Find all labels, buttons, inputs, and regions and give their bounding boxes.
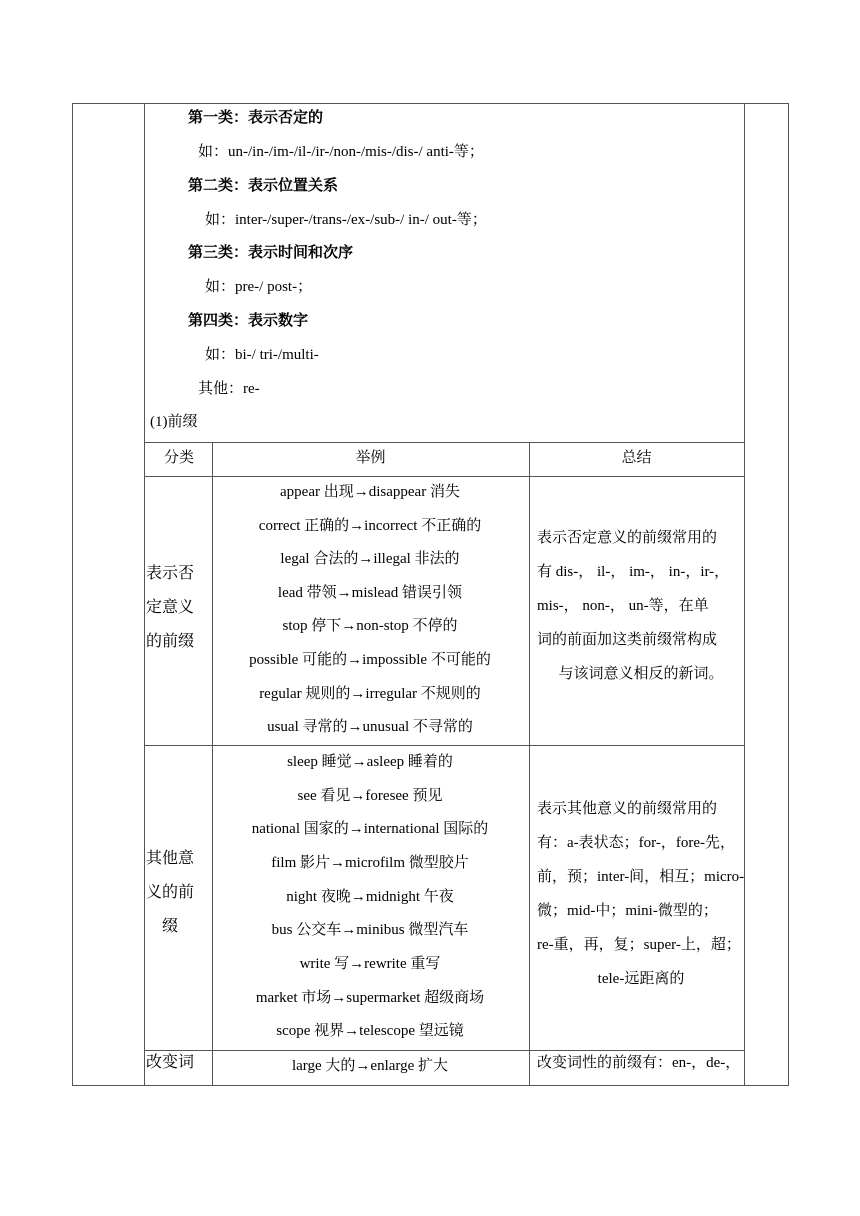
example-line: national 国家的→international 国际的 [251, 821, 489, 837]
category-line: 定意义 [146, 599, 195, 616]
summary-line: tele-远距离的 [597, 971, 685, 987]
category-line: 改变词 [146, 1054, 195, 1071]
summary-line: re-重，再，复；super-上，超； [537, 937, 741, 953]
example-line: write 写→rewrite 重写 [299, 956, 441, 972]
row-1-summary [537, 521, 745, 691]
category-line: 义的前 [146, 884, 195, 901]
category-1-example: 如：un-/in-/im-/il-/ir-/non-/mis-/dis-/ anti-等； [198, 144, 484, 160]
category-4-example: 如：bi-/ tri-/multi- [205, 347, 319, 363]
table-rule [144, 442, 744, 443]
example-line: market 市场→supermarket 超级商场 [255, 990, 485, 1006]
example-line: stop 停下→non-stop 不停的 [282, 618, 458, 634]
row-2-category [146, 842, 208, 944]
header-summary: 总结 [621, 450, 652, 466]
example-line: night 夜晚→midnight 午夜 [286, 889, 454, 905]
example-line: scope 视界→telescope 望远镜 [276, 1023, 464, 1039]
example-line: regular 规则的→irregular 不规则的 [259, 686, 481, 702]
table-rule [144, 745, 744, 746]
category-line: 其他意 [146, 850, 195, 867]
summary-line: 词的前面加这类前缀常构成 [537, 632, 718, 648]
summary-line: 改变词性的前缀有：en-，de-， [537, 1055, 741, 1071]
header-category: 分类 [163, 450, 194, 466]
summary-line: 表示否定意义的前缀常用的 [537, 530, 718, 546]
summary-line: 前，预；inter-间，相互；micro- [537, 869, 745, 885]
summary-line: 有：a-表状态；for-，fore-先， [537, 835, 735, 851]
summary-line: 微；mid-中；mini-微型的； [537, 903, 718, 919]
example-line: see 看见→foresee 预见 [297, 788, 443, 804]
example-line: sleep 睡觉→asleep 睡着的 [287, 754, 453, 770]
example-line: large 大的→enlarge 扩大 [291, 1058, 449, 1074]
summary-line: mis-， non-， un-等，在单 [537, 598, 709, 614]
category-4-title: 第四类：表示数字 [188, 313, 309, 329]
example-line: lead 带领→mislead 错误引领 [277, 585, 463, 601]
frame-divider-left [144, 103, 145, 1086]
example-line: bus 公交车→minibus 微型汽车 [271, 922, 469, 938]
summary-line: 表示其他意义的前缀常用的 [537, 801, 718, 817]
summary-line: 有 dis-， il-， im-， in-，ir-， [537, 564, 730, 580]
example-line: film 影片→microfilm 微型胶片 [271, 855, 469, 871]
example-line: correct 正确的→incorrect 不正确的 [258, 518, 482, 534]
row-3-category [146, 1046, 208, 1080]
header-examples: 举例 [355, 450, 386, 466]
row-3-summary [537, 1046, 745, 1080]
row-2-summary [537, 792, 745, 996]
category-1-title: 第一类：表示否定的 [188, 110, 324, 126]
example-line: possible 可能的→impossible 不可能的 [249, 652, 491, 668]
category-3-example: 如：pre-/ post-； [205, 279, 313, 295]
table-col-rule [529, 442, 530, 1086]
category-2-example: 如：inter-/super-/trans-/ex-/sub-/ in-/ out-等； [205, 212, 487, 228]
example-line: usual 寻常的→unusual 不寻常的 [267, 719, 473, 735]
example-line: legal 合法的→illegal 非法的 [280, 551, 460, 567]
other-prefix: 其他：re- [198, 381, 260, 397]
category-2-title: 第二类：表示位置关系 [188, 178, 339, 194]
example-line: appear 出现→disappear 消失 [280, 484, 460, 500]
row-1-category [146, 557, 208, 659]
table-rule [144, 476, 744, 477]
section-title: (1)前缀 [150, 414, 198, 430]
category-3-title: 第三类：表示时间和次序 [188, 245, 354, 261]
summary-line: 与该词意义相反的新词。 [558, 666, 724, 682]
category-line: 表示否 [146, 565, 195, 582]
category-line: 缀 [162, 918, 179, 935]
category-line: 的前缀 [146, 633, 195, 650]
